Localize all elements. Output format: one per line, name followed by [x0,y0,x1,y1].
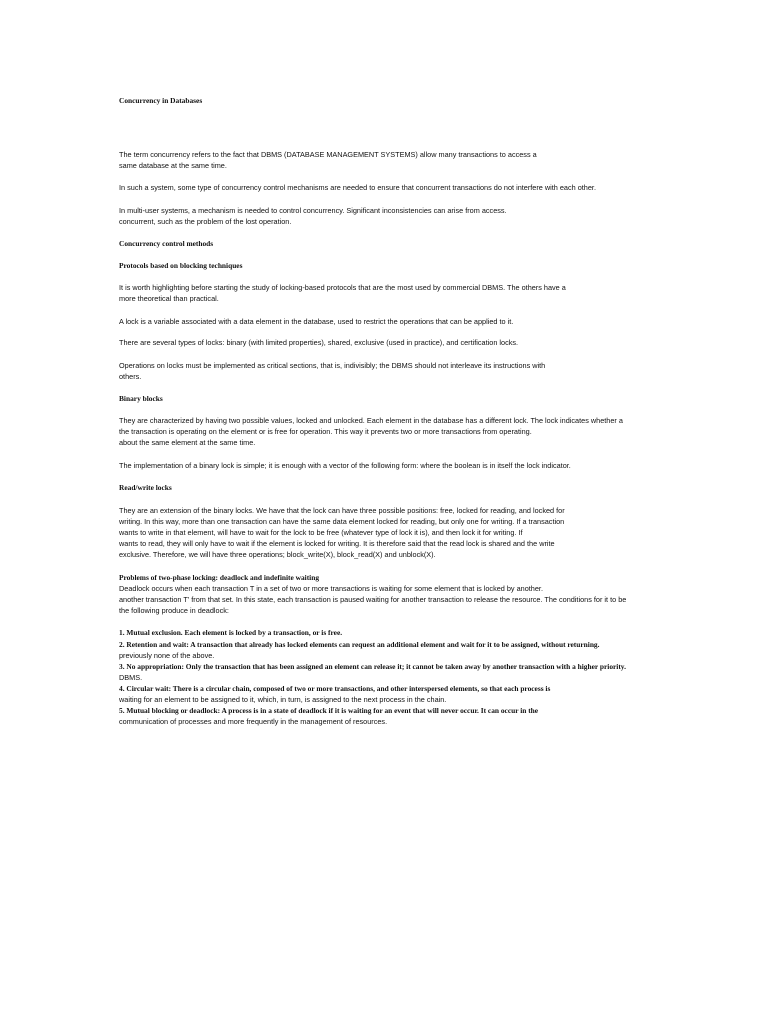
readwrite-line-3: wants to write in that element, will have to wait for the lock to be free (whatever type of lock it is), and then lock it for writing. If [119,528,523,537]
document-title: Concurrency in Databases [119,96,203,105]
intro-paragraph-1-line-1: The term concurrency refers to the fact that DBMS (DATABASE MANAGEMENT SYSTEMS) allow many transactions to access a [119,150,537,159]
readwrite-line-1: They are an extension of the binary locks. We have that the lock can have three possible positions: free, locked for reading, and locked for [119,506,565,515]
condition-4: 4. Circular wait: There is a circular chain, composed of two or more transactions, and other interspersed elements, so that each process is [119,684,551,693]
deadlock-line-3: the following produce in deadlock: [119,606,229,615]
deadlock-line-2: another transaction T' from that set. In this state, each transaction is paused waiting for another transaction to release the resource. The conditions for it to be [119,595,627,604]
protocols-paragraph-2: A lock is a variable associated with a data element in the database, used to restrict the operations that can be applied to it. [119,317,514,326]
protocols-paragraph-4-line-2: others. [119,372,142,381]
binary-heading: Binary blocks [119,394,163,403]
binary-paragraph-1-line-1: They are characterized by having two possible values, locked and unlocked. Each element in the database has a different lock. The lock indicates whether a [119,416,623,425]
condition-5: 5. Mutual blocking or deadlock: A process is in a state of deadlock if it is waiting for an event that will never occur. It can occur in the [119,706,539,715]
intro-paragraph-1-line-2: same database at the same time. [119,161,227,170]
binary-paragraph-1-line-3: about the same element at the same time. [119,438,256,447]
condition-2: 2. Retention and wait: A transaction that already has locked elements can request an additional element and wait for it to be assigned, without returning. [119,640,600,649]
protocols-paragraph-1-line-1: It is worth highlighting before starting the study of locking-based protocols that are the most used by commercial DBMS. The others have a [119,283,566,292]
readwrite-line-5: exclusive. Therefore, we will have three operations; block_write(X), block_read(X) and unblock(X). [119,550,436,559]
methods-heading: Concurrency control methods [119,239,214,248]
protocols-paragraph-3: There are several types of locks: binary (with limited properties), shared, exclusive (used in practice), and certification locks. [119,338,519,347]
deadlock-line-1: Deadlock occurs when each transaction T in a set of two or more transactions is waiting for some element that is locked by another. [119,584,543,593]
intro-paragraph-3-line-1: In multi-user systems, a mechanism is needed to control concurrency. Significant inconsistencies can arise from access. [119,206,507,215]
readwrite-line-4: wants to read, they will only have to wait if the element is locked for writing. It is therefore said that the read lock is shared and the write [119,539,555,548]
intro-paragraph-2: In such a system, some type of concurrency control mechanisms are needed to ensure that concurrent transactions do not interfere with each other. [119,183,596,192]
condition-5-continued: communication of processes and more frequently in the management of resources. [119,717,388,726]
protocols-paragraph-4-line-1: Operations on locks must be implemented as critical sections, that is, indivisibly; the DBMS should not interleave its instructions with [119,361,546,370]
readwrite-heading: Read/write locks [119,483,172,492]
protocols-paragraph-1-line-2: more theoretical than practical. [119,294,219,303]
condition-3: 3. No appropriation: Only the transaction that has been assigned an element can release it; it cannot be taken away by another transaction with a higher priority. [119,662,626,671]
protocols-heading: Protocols based on blocking techniques [119,261,243,270]
condition-2-continued: previously none of the above. [119,651,215,660]
condition-3-continued: DBMS. [119,673,143,682]
condition-1: 1. Mutual exclusion. Each element is locked by a transaction, or is free. [119,628,343,637]
binary-paragraph-2: The implementation of a binary lock is simple; it is enough with a vector of the following form: where the boolean is in itself the lock indicator. [119,461,571,470]
readwrite-line-2: writing. In this way, more than one transaction can have the same data element locked for reading, but only one for writing. If a transaction [119,517,565,526]
deadlock-heading: Problems of two-phase locking: deadlock and indefinite waiting [119,573,320,582]
binary-paragraph-1-line-2: the transaction is operating on the element or is free for operation. This way it prevents two or more transactions from operating. [119,427,532,436]
intro-paragraph-3-line-2: concurrent, such as the problem of the lost operation. [119,217,292,226]
condition-4-continued: waiting for an element to be assigned to it, which, in turn, is assigned to the next process in the chain. [119,695,447,704]
